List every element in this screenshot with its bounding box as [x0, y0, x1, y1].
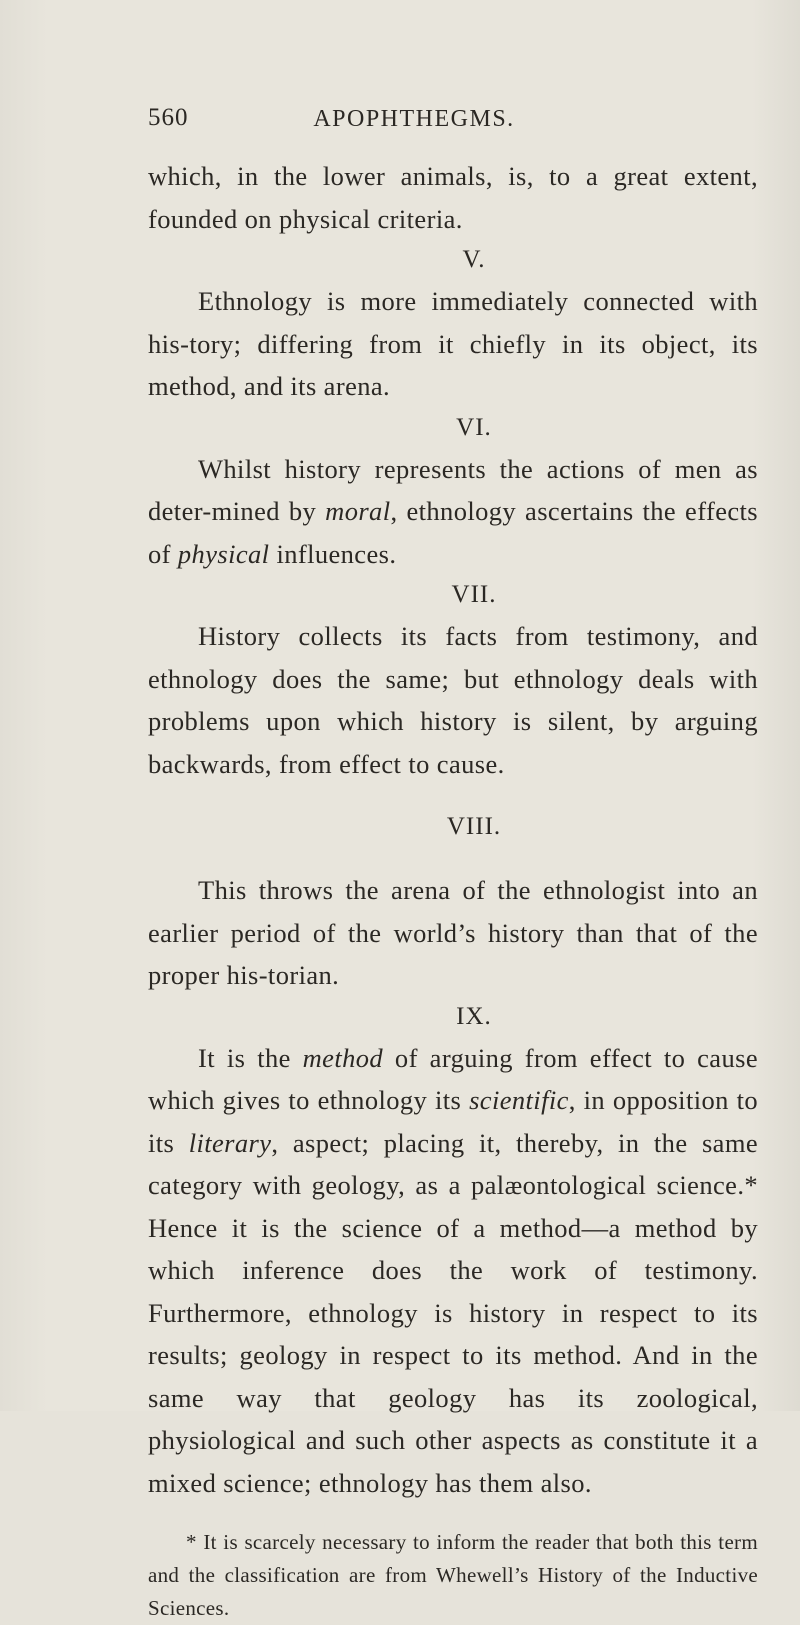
section-numeral-v: V. — [462, 246, 486, 273]
section-viii-paragraph: This throws the arena of the ethnologist into an earlier period of the world’s history than that of the proper his-torian. — [148, 875, 758, 990]
section-numeral-vi: VI. — [456, 413, 492, 441]
section-v-paragraph: Ethnology is more immediately connected with his-tory; differing from it chiefly in its object, its method, and its arena. — [148, 286, 758, 401]
section-numeral-ix: IX. — [456, 1002, 492, 1030]
section-ix-paragraph: It is the method of arguing from effect to cause which gives to ethnology its scientific, in opposition to its literary, aspect; placing it, thereby, in the same category with geology, as a palæontological science.* Hence it is the science of a method—a method by which inference does the work of testimony. Furthermore, ethnology is history in respect to its results; geology in respect to its method. And in the same way that geology has its zoological, physiological and such other aspects as constitute it a mixed science; ethnology has them also. — [148, 1042, 759, 1498]
emphasis-literary: literary — [188, 1127, 272, 1158]
continuation-paragraph: which, in the lower animals, is, to a great extent, founded on physical criteria. — [148, 161, 758, 234]
footnote: * It is scarcely necessary to inform the reader that both this term and the classification are from Whewell’s History of the Inductive Sciences. — [148, 1530, 758, 1620]
page-body — [148, 155, 758, 1625]
section-vii-paragraph: History collects its facts from testimony, and ethnology does the same; but ethnology deals with problems upon which history is silent, by arguing backwards, from effect to cause. — [148, 621, 758, 779]
running-head: APOPHTHEGMS. — [313, 106, 515, 132]
page-header — [148, 104, 730, 144]
section-numeral-vii: VII. — [451, 581, 497, 608]
page-number: 560 — [148, 104, 189, 131]
emphasis-moral: moral — [325, 496, 391, 526]
section-vi-paragraph: Whilst history represents the actions of men as deter-mined by moral, ethnology ascertains the effects of physical influences. — [148, 453, 758, 569]
emphasis-method: method — [302, 1042, 384, 1073]
section-numeral-viii: VIII. — [446, 813, 502, 840]
emphasis-physical: physical — [177, 538, 270, 569]
emphasis-scientific: scientific — [469, 1085, 569, 1115]
